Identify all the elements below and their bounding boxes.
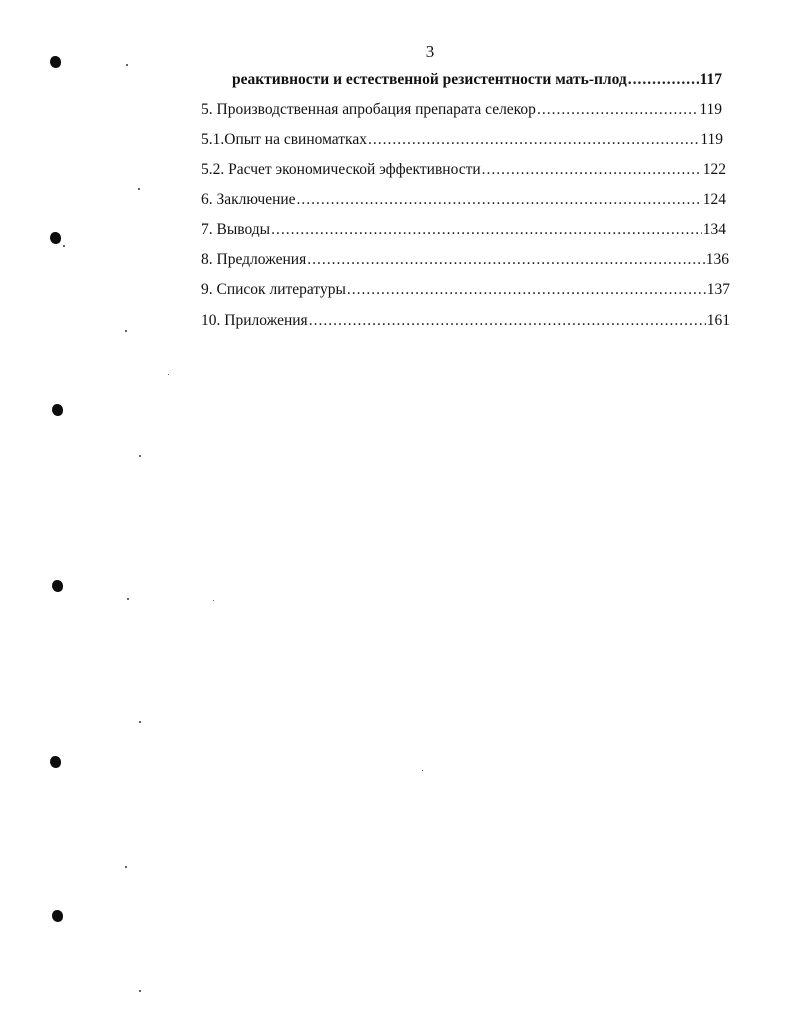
scan-speck [168, 374, 169, 375]
dot-leader [297, 190, 702, 210]
scan-speck [63, 245, 65, 247]
toc-entry-page: 119 [700, 131, 723, 148]
scan-speck [139, 455, 141, 457]
toc-entry-title: 10. Приложения [201, 312, 308, 329]
toc-entry [201, 100, 722, 120]
toc-entry-title: 5. Производственная апробация препарата селекор [201, 101, 536, 118]
punch-hole-mark [50, 756, 61, 768]
toc-entry-page: 117 [699, 71, 722, 88]
dot-leader [347, 280, 706, 300]
toc-entry [232, 70, 722, 90]
toc-entry-title: 8. Предложения [201, 251, 307, 268]
dot-leader [271, 220, 702, 240]
toc-entry-page: 122 [702, 161, 726, 178]
toc-entry-page: 136 [705, 251, 729, 268]
toc-entry-page: 161 [706, 312, 730, 329]
toc-entry [201, 220, 726, 240]
toc-entry [201, 190, 726, 210]
dot-leader [482, 160, 702, 180]
scan-speck [213, 600, 214, 601]
toc-entry-page: 119 [699, 101, 722, 118]
scan-speck [138, 188, 140, 190]
toc-entry-page: 124 [702, 191, 726, 208]
scan-speck [139, 990, 141, 992]
scan-speck [125, 866, 127, 868]
toc-entry-title: 5.1.Опыт на свиноматках [201, 131, 367, 148]
toc-entry [201, 250, 729, 270]
punch-hole-mark [50, 56, 61, 68]
toc-entry [201, 280, 730, 300]
toc-entry-title: 5.2. Расчет экономической эффективности [201, 161, 481, 178]
scan-speck [422, 770, 423, 771]
dot-leader [309, 311, 706, 331]
dot-leader [307, 250, 705, 270]
scan-speck [125, 330, 127, 332]
toc-entry-title: 9. Список литературы [201, 281, 346, 298]
toc-entry [201, 130, 723, 150]
punch-hole-mark [50, 232, 61, 244]
toc-entry-page: 137 [706, 281, 730, 298]
dot-leader [537, 100, 698, 120]
scan-speck [139, 721, 141, 723]
scan-speck [126, 64, 128, 66]
scan-speck [127, 598, 129, 600]
punch-hole-mark [52, 910, 63, 922]
punch-hole-mark [52, 580, 63, 592]
page-number: 3 [425, 42, 435, 61]
toc-entry-title: 6. Заключение [201, 191, 296, 208]
toc-entry-page: 134 [702, 221, 726, 238]
toc-entry-title: 7. Выводы [201, 221, 271, 238]
toc-entry [201, 311, 730, 331]
toc-entry-title: реактивности и естественной резистентности мать-плод [232, 71, 627, 88]
dot-leader [628, 70, 699, 90]
toc-entry [201, 160, 726, 180]
dot-leader [368, 130, 699, 150]
punch-hole-mark [52, 404, 63, 416]
